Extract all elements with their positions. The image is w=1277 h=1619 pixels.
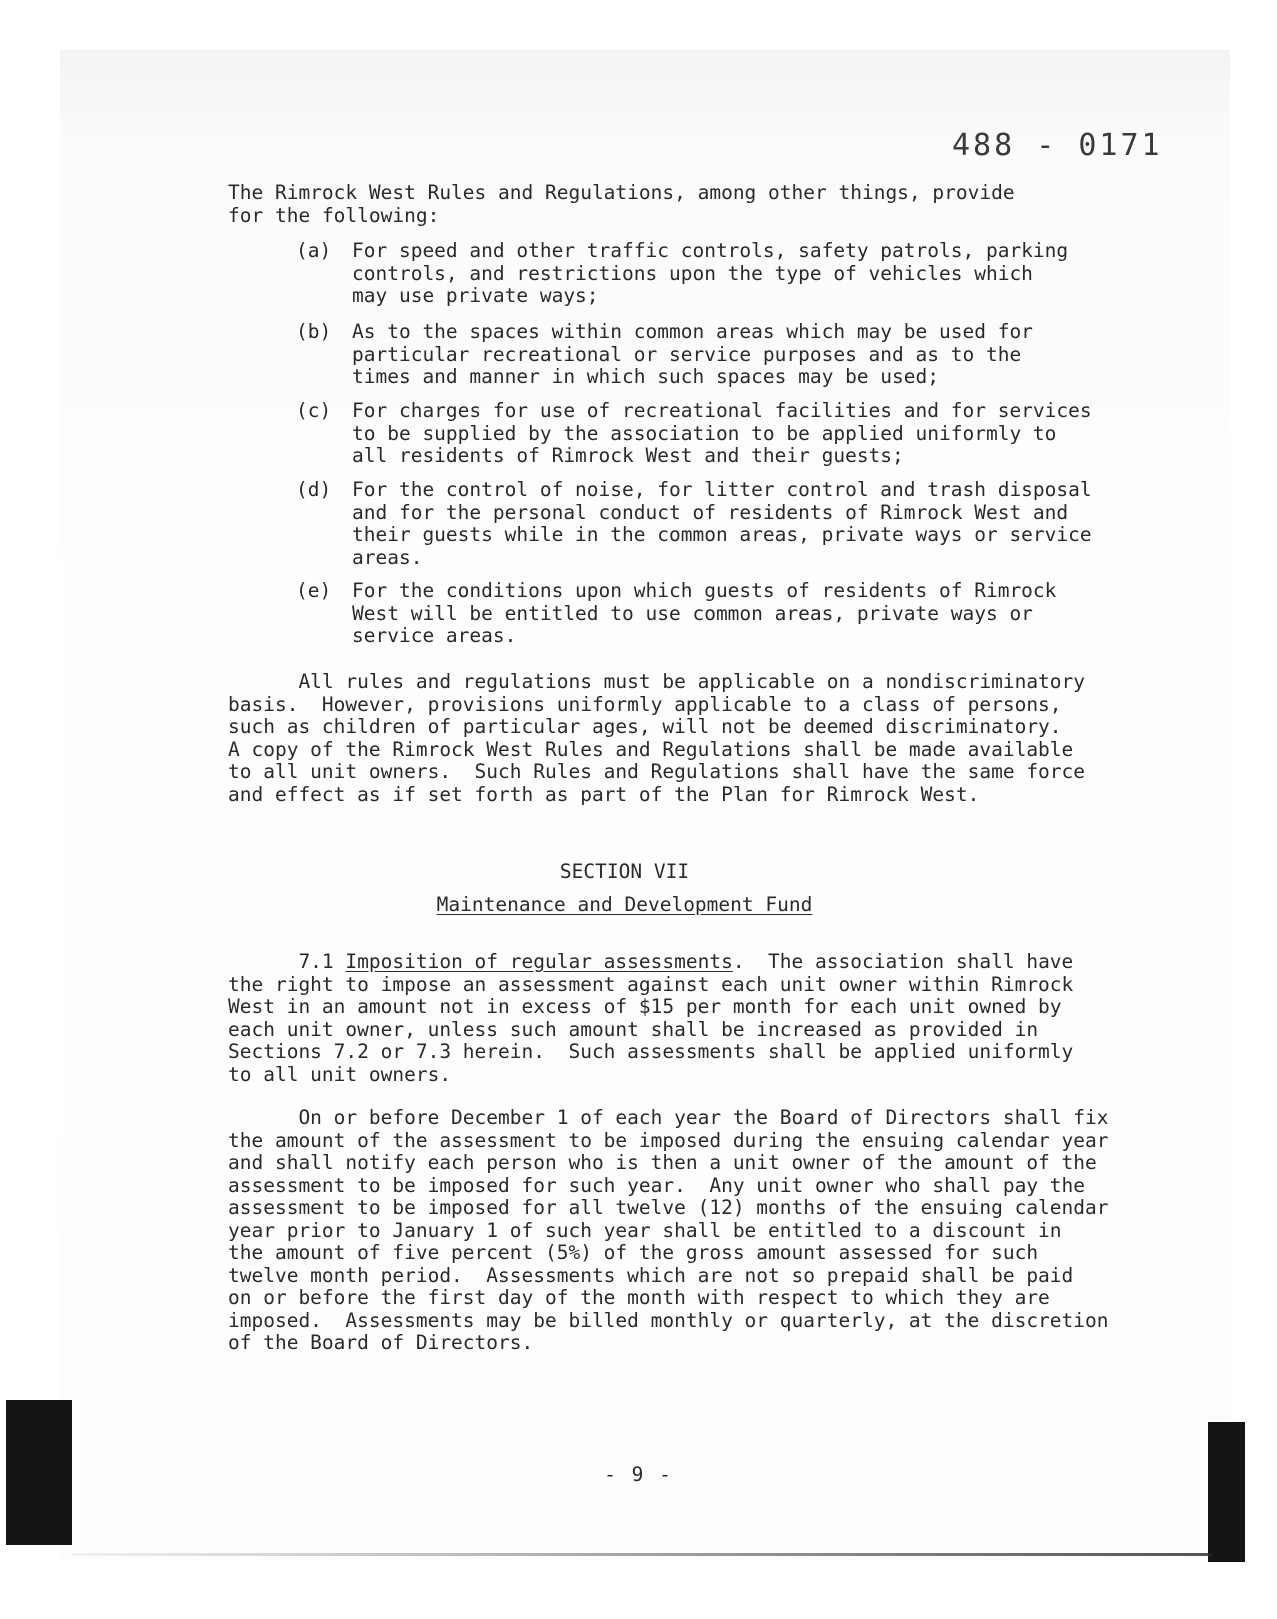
assessment-lead: 7.1 [228, 950, 346, 973]
binding-mark-right [1208, 1422, 1245, 1562]
assessment-heading: Imposition of regular assessments [345, 950, 733, 973]
rules-paragraph: All rules and regulations must be applicable on a nondiscriminatory basis. However, provisions uniformly applicable to a class of persons, such as children of particular ages, will not be deemed discriminatory. A copy of the Rimrock West Rules and Regulations shall be made available to all unit owners. Such Rules and Regulations shall have the same force and effect as if set forth as part of the Plan for Rimrock West. [228, 670, 1086, 806]
binding-mark-left [6, 1400, 72, 1545]
list-item-letter: (c) [296, 399, 332, 422]
list-item-text: For speed and other traffic controls, safety patrols, parking controls, and restrictions upon the type of vehicles which may use private ways; [352, 239, 1069, 307]
list-item-letter: (e) [296, 579, 332, 602]
section-title-text: Maintenance and Development Fund [436, 893, 813, 916]
assessment-paragraph [228, 951, 1108, 1086]
list-item-text: For charges for use of recreational facilities and for services to be supplied by the association to be applied uniformly to all residents of Rimrock West and their guests; [352, 399, 1092, 467]
list-item-text: As to the spaces within common areas which may be used for particular recreational or service purposes and as to the times and manner in which such spaces may be used; [352, 320, 1033, 388]
intro-paragraph: The Rimrock West Rules and Regulations, among other things, provide for the following: [228, 181, 1015, 227]
list-item-text: For the control of noise, for litter control and trash disposal and for the personal conduct of residents of Rimrock West and their guests while in the common areas, private ways or service areas. [352, 478, 1092, 569]
page-number: - 9 - [604, 1463, 673, 1486]
recording-number: 488 - 0171 [952, 128, 1163, 163]
december-paragraph: On or before December 1 of each year the Board of Directors shall fix the amount of the assessment to be imposed during the ensuing calendar year and shall notify each person who is then a unit owner of the amount of the assessment to be imposed for such year. Any unit owner who shall pay the assessment to be imposed for all twelve (12) months of the ensuing calendar year prior to January 1 of such year shall be entitled to a discount in the amount of five percent (5%) of the gross amount assessed for such twelve month period. Assessments which are not so prepaid shall be paid on or before the first day of the month with respect to which they are imposed. Assessments may be billed monthly or quarterly, at the discretion of the Board of Directors. [228, 1106, 1109, 1354]
section-title [0, 893, 1263, 916]
assessment-text: . The association shall have the right to impose an assessment against each unit owner within Rimrock West in an amount not in excess of $15 per month for each unit owned by each unit owner, unless such amount shall be increased as provided in Sections 7.2 or 7.3 herein. Such assessments shall be applied uniformly to all unit owners. [228, 950, 1074, 1086]
list-item-letter: (b) [296, 320, 332, 343]
section-number: SECTION VII [559, 860, 690, 883]
list-item-letter: (a) [296, 239, 332, 262]
list-item-letter: (d) [296, 478, 332, 501]
page-bottom-edge [72, 1553, 1212, 1556]
list-item-text: For the conditions upon which guests of residents of Rimrock West will be entitled to use common areas, private ways or service areas. [352, 579, 1057, 647]
